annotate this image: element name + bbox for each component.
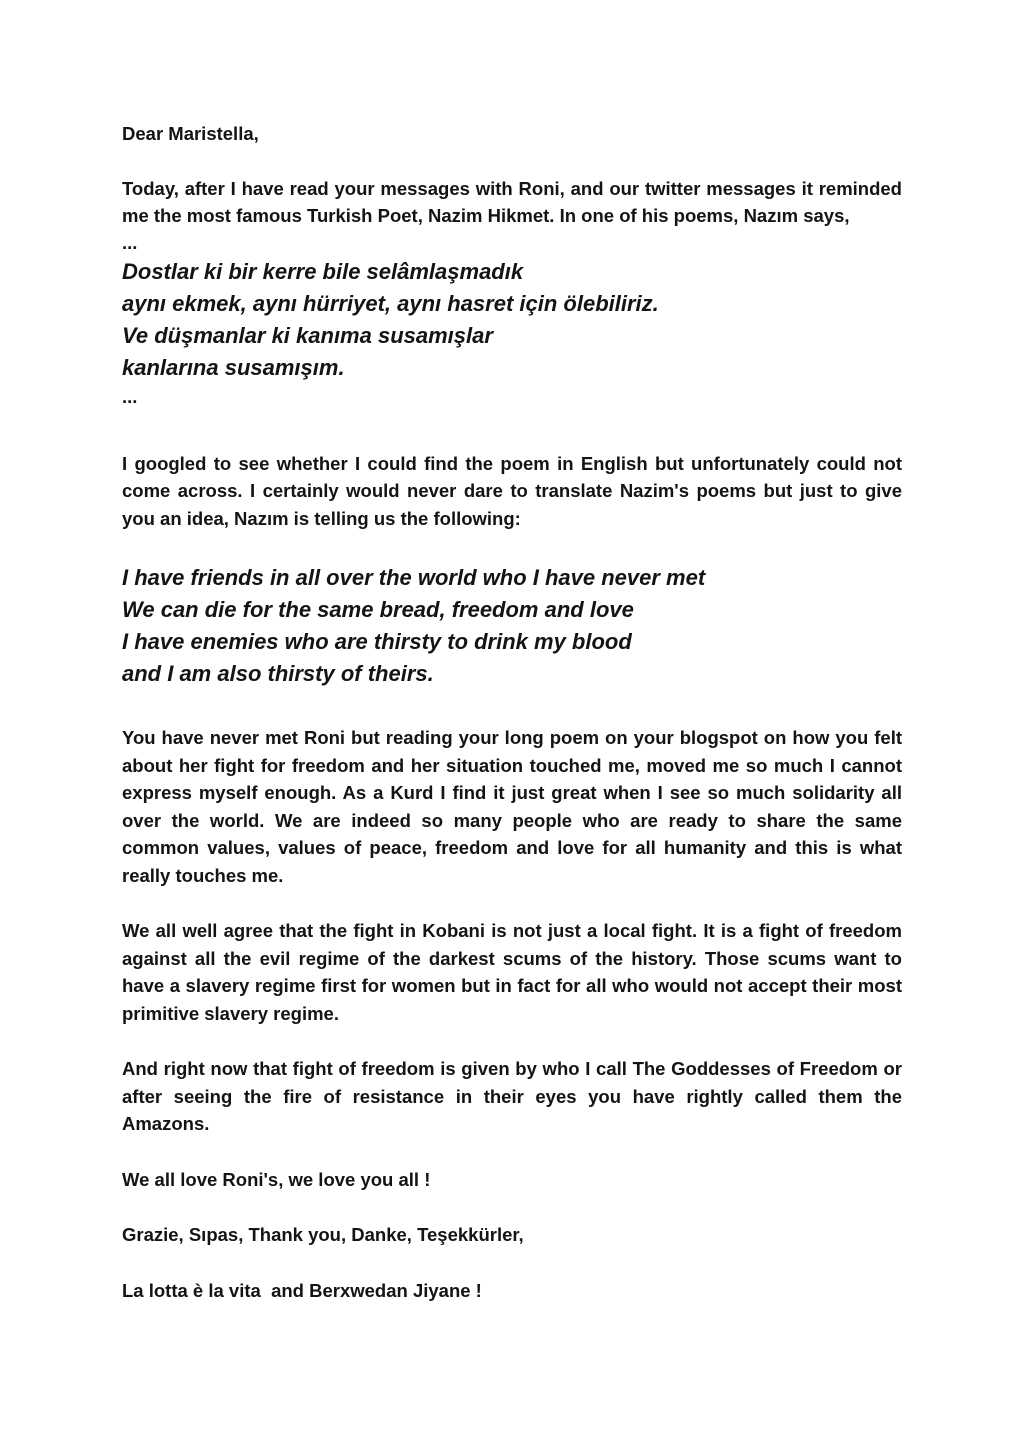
english-poem-line: I have friends in all over the world who I have never met — [122, 565, 706, 590]
english-poem-line: and I am also thirsty of theirs. — [122, 661, 434, 686]
greeting: Dear Maristella, — [122, 123, 259, 144]
roni-paragraph: You have never met Roni but reading your long poem on your blogspot on how you felt about her fight for freedom and her situation touched me, moved me so much I cannot express myself enough. As a Kurd I find it just great when I see so much solidarity all over the world. We are indeed so many people who are ready to share the same common values, values of peace, freedom and love for all humanity and this is what really touches me. — [122, 727, 902, 886]
turkish-poem — [122, 256, 902, 384]
intro-paragraph: Today, after I have read your messages with Roni, and our twitter messages it reminded me the most famous Turkish Poet, Nazim Hikmet. In one of his poems, Nazım says, — [122, 177, 902, 226]
turkish-poem-line: Ve düşmanlar ki kanıma susamışlar — [122, 322, 493, 348]
ellipsis-close: ... — [122, 385, 138, 407]
english-poem — [122, 562, 902, 690]
love-line: We all love Roni's, we love you all ! — [122, 1168, 431, 1190]
english-poem-line: I have enemies who are thirsty to drink my blood — [122, 629, 632, 654]
translation-note-paragraph: I googled to see whether I could find the poem in English but unfortunately could not come across. I certainly would never dare to translate Nazim's poems but just to give you an idea, Nazım is telling us the following: — [122, 452, 902, 529]
ellipsis-open: ... — [122, 231, 138, 253]
goddesses-paragraph: And right now that fight of freedom is given by who I call The Goddesses of Freedom or after seeing the fire of resistance in their eyes you have rightly called them the Amazons. — [122, 1058, 902, 1134]
kobani-paragraph: We all well agree that the fight in Kobani is not just a local fight. It is a fight of freedom against all the evil regime of the darkest scums of the history. Those scums want to have a slavery regime first for women but in fact for all who would not accept their most primitive slavery regime. — [122, 920, 902, 1024]
turkish-poem-line: kanlarına susamışım. — [122, 354, 345, 380]
thanks-line: Grazie, Sıpas, Thank you, Danke, Teşekkürler, — [122, 1224, 524, 1245]
turkish-poem-line: aynı ekmek, aynı hürriyet, aynı hasret için ölebiliriz. — [122, 290, 659, 316]
turkish-poem-line: Dostlar ki bir kerre bile selâmlaşmadık — [122, 258, 524, 284]
closing-line: La lotta è la vita and Berxwedan Jiyane ! — [122, 1279, 482, 1301]
english-poem-line: We can die for the same bread, freedom and love — [122, 597, 634, 622]
letter-body — [122, 120, 902, 1304]
